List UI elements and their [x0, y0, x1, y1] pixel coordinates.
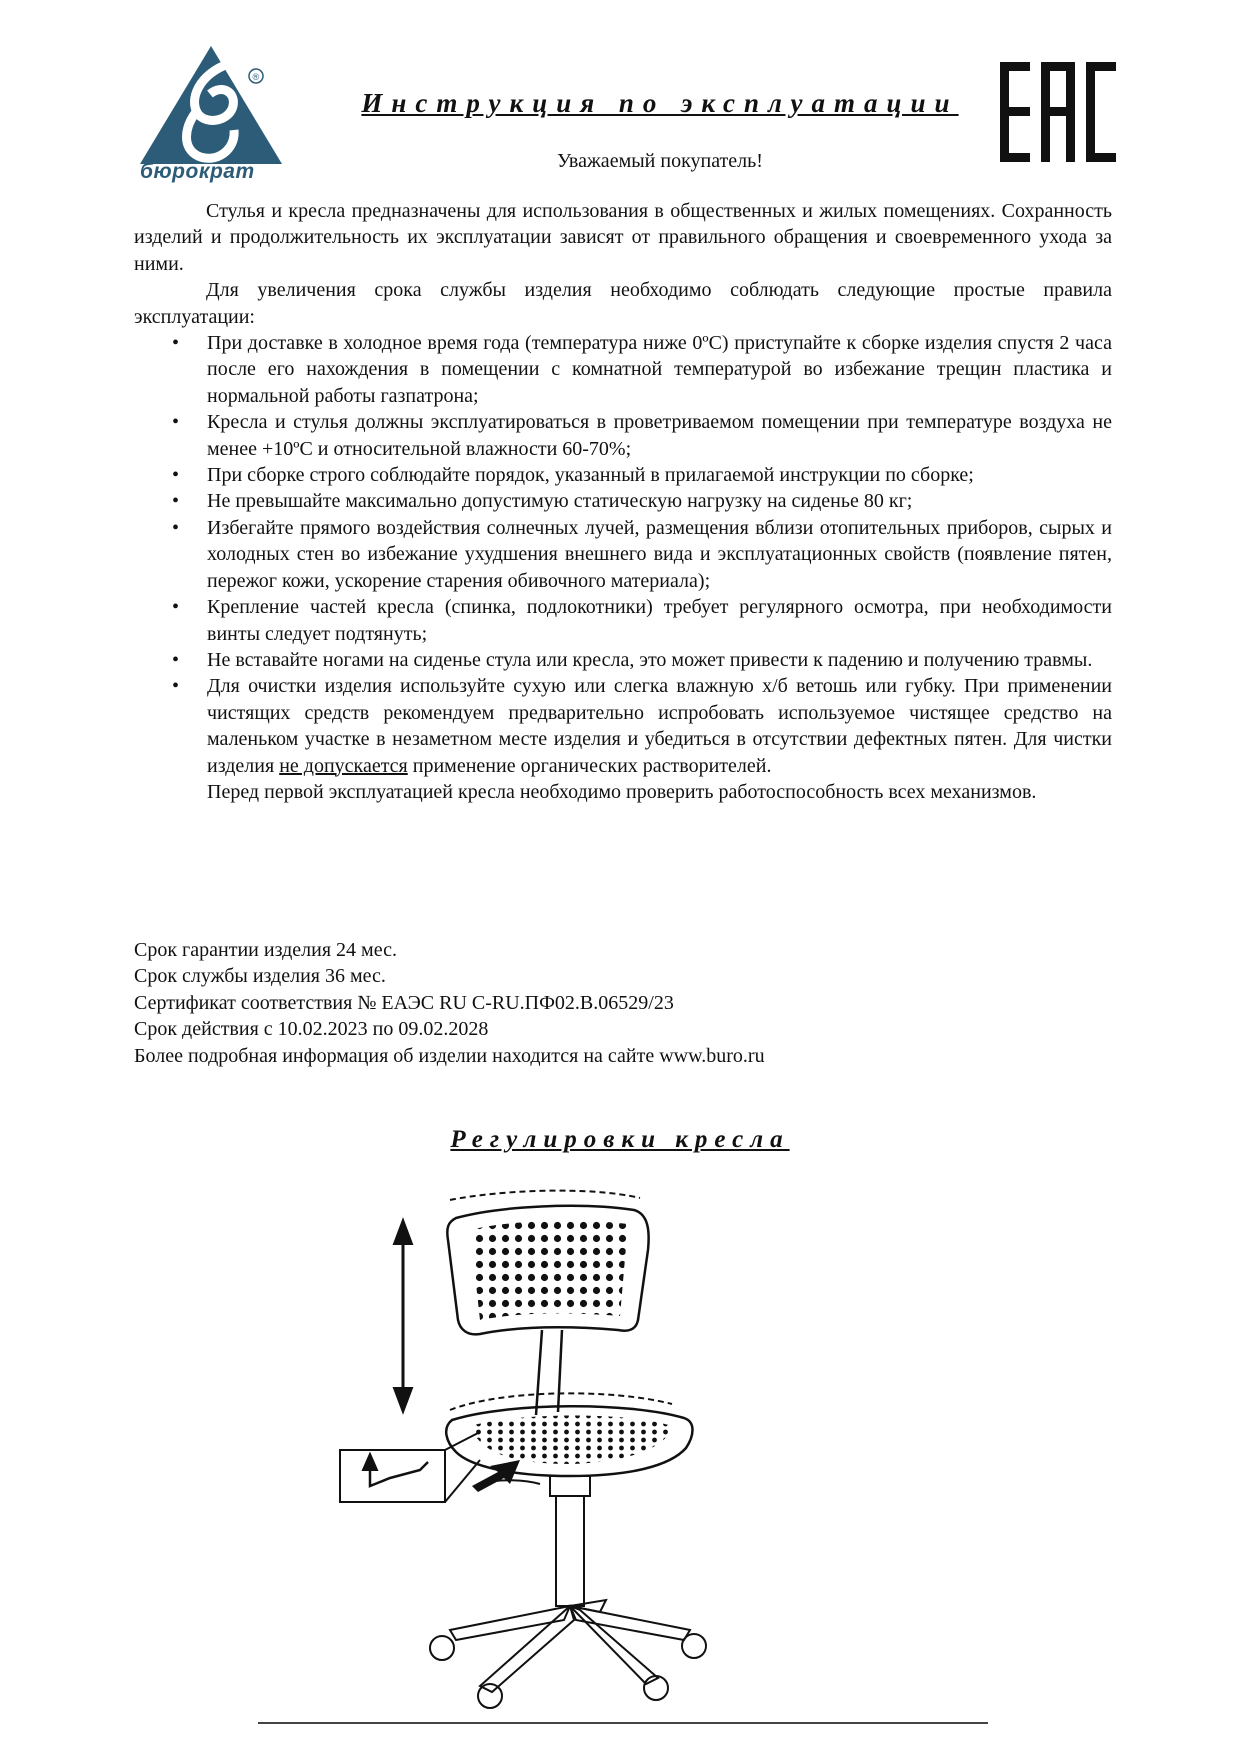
page-title: Инструкция по эксплуатации — [361, 88, 959, 118]
rule-item: • Кресла и стулья должны эксплуатироваться в проветриваемом помещении при температуре воздуха не менее +10ºC и относительной влажности 60-70%; — [172, 411, 1112, 460]
bullet: • — [172, 464, 180, 487]
bullet: • — [172, 675, 180, 698]
rule-item: • При доставке в холодное время года (температура ниже 0ºC) приступайте к сборке изделия спустя 2 часа после его нахождения в помещении с комнатной температурой во избежание трещин пластика и нормальной работы газпатрона; — [172, 332, 1112, 407]
website-text: Более подробная информация об изделии находится на сайте www.buro.ru — [134, 1044, 765, 1067]
validity-text: Срок действия с 10.02.2023 по 09.02.2028 — [134, 1018, 489, 1041]
intro-paragraph-2: Для увеличения срока службы изделия необходимо соблюдать следующие простые правила эксплуатации: — [134, 279, 1112, 328]
bullet: • — [172, 596, 180, 619]
chair-adjustment-illustration — [330, 1180, 950, 1710]
product-info — [134, 937, 1034, 1069]
rule-item-cleaning: • Для очистки изделия используйте сухую или слегка влажную х/б ветошь или губку. При применении чистящих средств рекомендуем предварительно испробовать используемое чистящее средство на маленьком участке в незаметном месте изделия и убедиться в отсутствии дефектных пятен. Для чистки изделия не допускается применение органических растворителей. — [172, 675, 1112, 777]
underlined-warning: не допускается — [279, 754, 408, 777]
rules-list — [134, 330, 1112, 779]
rule-item: • Крепление частей кресла (спинка, подлокотники) требует регулярного осмотра, при необходимости винты следует подтянуть; — [172, 596, 1112, 645]
bullet: • — [172, 490, 180, 513]
certificate-text: Сертификат соответствия № ЕАЭС RU С-RU.ПФ02.В.06529/23 — [134, 991, 674, 1014]
rule-item: • Не вставайте ногами на сиденье стула или кресла, это может привести к падению и получению травмы. — [134, 647, 1112, 673]
bullet: • — [172, 648, 180, 671]
warranty-text: Срок гарантии изделия 24 мес. — [134, 939, 397, 961]
rule-item: • Избегайте прямого воздействия солнечных лучей, размещения вблизи отопительных приборов, сырых и холодных стен во избежание ухудшения внешнего вида и эксплуатационных свойств (появление пятен, пережог кожи, ускорение старения обивочного материала); — [172, 516, 1112, 592]
instructions-body — [134, 198, 1112, 805]
height-adjust-arrow-icon — [394, 1220, 412, 1412]
greeting: Уважаемый покупатель! — [557, 150, 763, 172]
brand-name: бюрократ — [140, 160, 255, 183]
service-life-text: Срок службы изделия 36 мес. — [134, 965, 386, 988]
rule-item: • Не превышайте максимально допустимую статическую нагрузку на сиденье 80 кг; — [134, 488, 1112, 514]
intro-paragraph-1: Стулья и кресла предназначены для использования в общественных и жилых помещениях. Сохранность изделий и продолжительность их эксплуатации зависят от правильного обращения и своевременного ухода за ними. — [134, 200, 1112, 275]
bullet: • — [172, 516, 180, 539]
registered-mark: ® — [252, 72, 260, 82]
bottom-divider — [258, 1722, 988, 1724]
bullet: • — [172, 332, 180, 355]
bullet: • — [172, 411, 180, 434]
adjustments-title: Регулировки кресла — [450, 1126, 790, 1153]
rule-item: • При сборке строго соблюдайте порядок, указанный в прилагаемой инструкции по сборке; — [134, 462, 1112, 488]
eac-certification-icon — [1000, 62, 1116, 162]
closing-note: Перед первой эксплуатацией кресла необходимо проверить работоспособность всех механизмов. — [207, 780, 1037, 803]
